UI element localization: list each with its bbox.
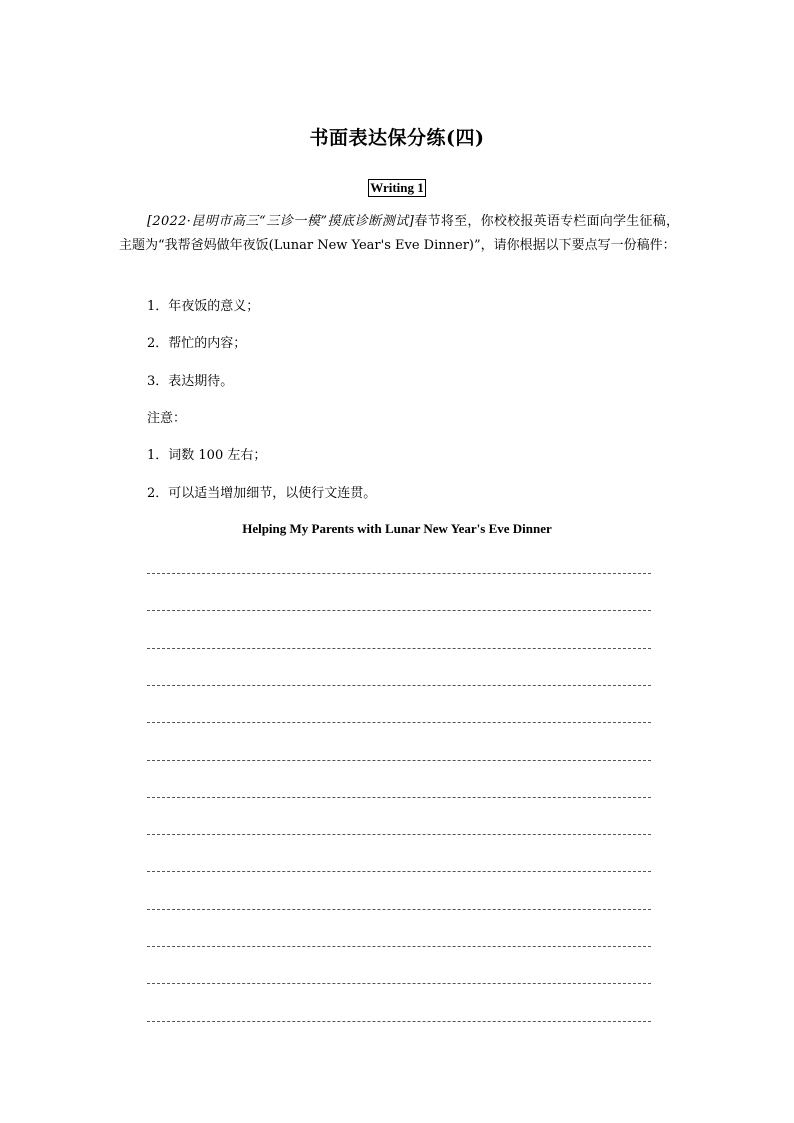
prompt-paragraph <box>119 210 679 258</box>
writing-line[interactable] <box>147 1021 651 1022</box>
essay-title: Helping My Parents with Lunar New Year's Eve Dinner <box>242 521 552 536</box>
point-item: 3．表达期待。 <box>147 374 234 389</box>
note-item: 1．词数 100 左右； <box>147 448 267 463</box>
writing-line[interactable] <box>147 685 651 686</box>
writing-line[interactable] <box>147 722 651 723</box>
writing-line[interactable] <box>147 834 651 835</box>
prompt-source: [2022·昆明市高三“三诊一模”摸底诊断测试] <box>147 214 415 229</box>
writing-line[interactable] <box>147 648 651 649</box>
writing-line[interactable] <box>147 760 651 761</box>
point-item: 2．帮忙的内容； <box>147 336 247 351</box>
writing-line[interactable] <box>147 610 651 611</box>
writing-line[interactable] <box>147 909 651 910</box>
notes-label: 注意： <box>147 411 187 426</box>
writing-line[interactable] <box>147 983 651 984</box>
section-label: Writing 1 <box>370 180 424 195</box>
writing-line[interactable] <box>147 946 651 947</box>
note-item: 2．可以适当增加细节，以使行文连贯。 <box>147 486 377 501</box>
writing-line[interactable] <box>147 871 651 872</box>
writing-line[interactable] <box>147 797 651 798</box>
point-item: 1．年夜饭的意义； <box>147 299 260 314</box>
section-heading-wrap <box>0 177 794 197</box>
writing-line[interactable] <box>147 573 651 574</box>
prompt-text: 春节将至，你校校报英语专栏面向学生征稿，主题为“我帮爸妈做年夜饭(Lunar New Year's Eve Dinner)”，请你根据以下要点写一份稿件： <box>119 214 679 253</box>
page-title: 书面表达保分练(四) <box>309 127 485 149</box>
